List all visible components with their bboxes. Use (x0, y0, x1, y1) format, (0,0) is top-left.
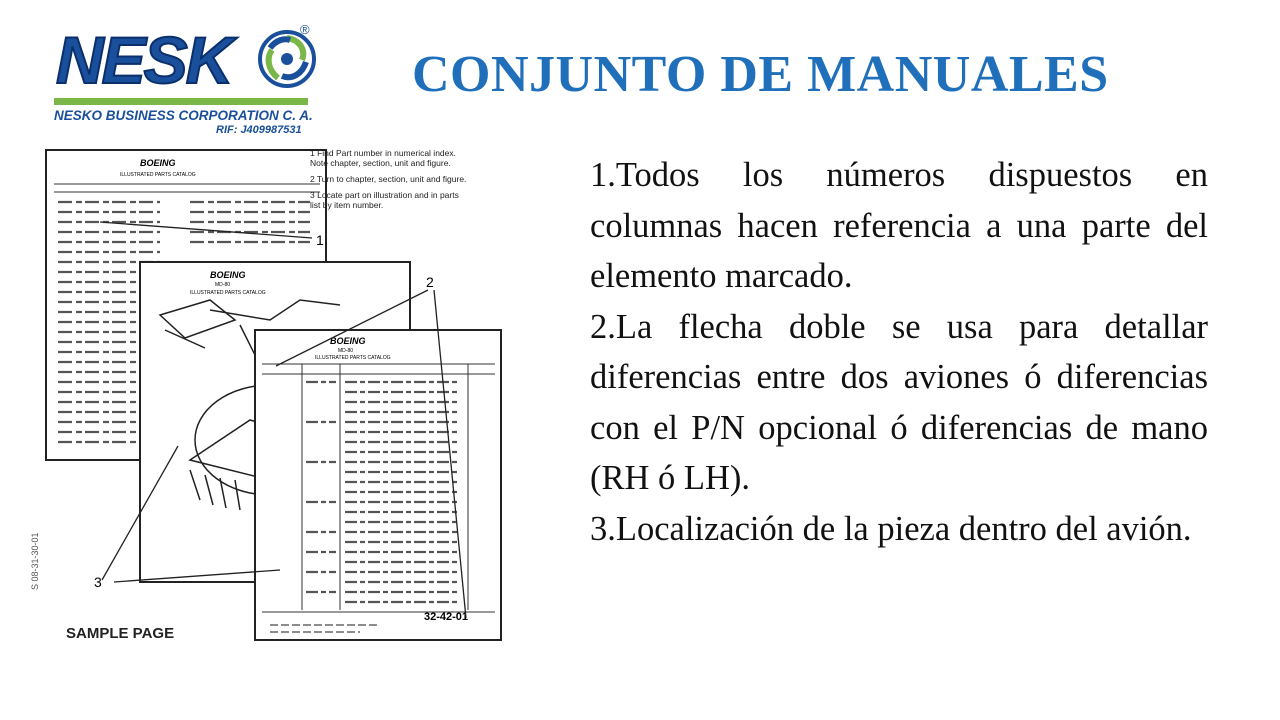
sample-page-label: SAMPLE PAGE (66, 625, 175, 642)
boeing-brand-middle: BOEING (210, 270, 246, 280)
registered-mark: ® (300, 22, 310, 37)
model-label-middle: MD-80 (215, 282, 231, 288)
boeing-brand-front: BOEING (330, 336, 366, 346)
instruction-line-1: 1 Find Part number in numerical index. (310, 148, 456, 158)
logo-wordmark: NESK (56, 23, 232, 97)
page-code: 32-42-01 (424, 611, 469, 623)
boeing-brand-back: BOEING (140, 158, 176, 168)
logo-rif: RIF: J409987531 (216, 124, 302, 136)
point-2: 2.La flecha doble se usa para detallar diferencias entre dos aviones ó diferencias con el P/N opcional ó diferencias de mano (RH ó LH). (590, 307, 1208, 497)
instructions (310, 148, 466, 210)
instruction-line-2: Note chapter, section, unit and figure. (310, 158, 451, 168)
point-1: 1.Todos los números dispuestos en columnas hacen referencia a una parte del elemento marcado. (590, 156, 1208, 295)
instruction-line-3: 2 Turn to chapter, section, unit and figure. (310, 174, 467, 184)
side-code: S 08-31-30-01 (30, 532, 40, 590)
logo-corporation: NESKO BUSINESS CORPORATION C. A. (54, 108, 313, 123)
point-3: 3.Localización de la pieza dentro del avión. (590, 509, 1192, 548)
callout-3: 3 (94, 574, 102, 590)
instruction-line-4: 3 Locate part on illustration and in parts (310, 190, 459, 200)
swirl-icon (256, 28, 318, 90)
catalog-label-front: ILLUSTRATED PARTS CATALOG (315, 355, 391, 361)
numbered-points (590, 150, 1208, 554)
callout-1: 1 (316, 232, 324, 248)
instruction-line-5: list by item number. (310, 200, 384, 210)
nesko-logo (50, 20, 320, 136)
catalog-label-back: ILLUSTRATED PARTS CATALOG (120, 172, 196, 178)
catalog-label-middle: ILLUSTRATED PARTS CATALOG (190, 290, 266, 296)
model-label-front: MD-80 (338, 348, 354, 354)
logo-green-bar (54, 98, 308, 105)
parts-catalog-figure (40, 140, 510, 655)
slide-title: CONJUNTO DE MANUALES (412, 46, 1109, 103)
callout-2: 2 (426, 274, 434, 290)
